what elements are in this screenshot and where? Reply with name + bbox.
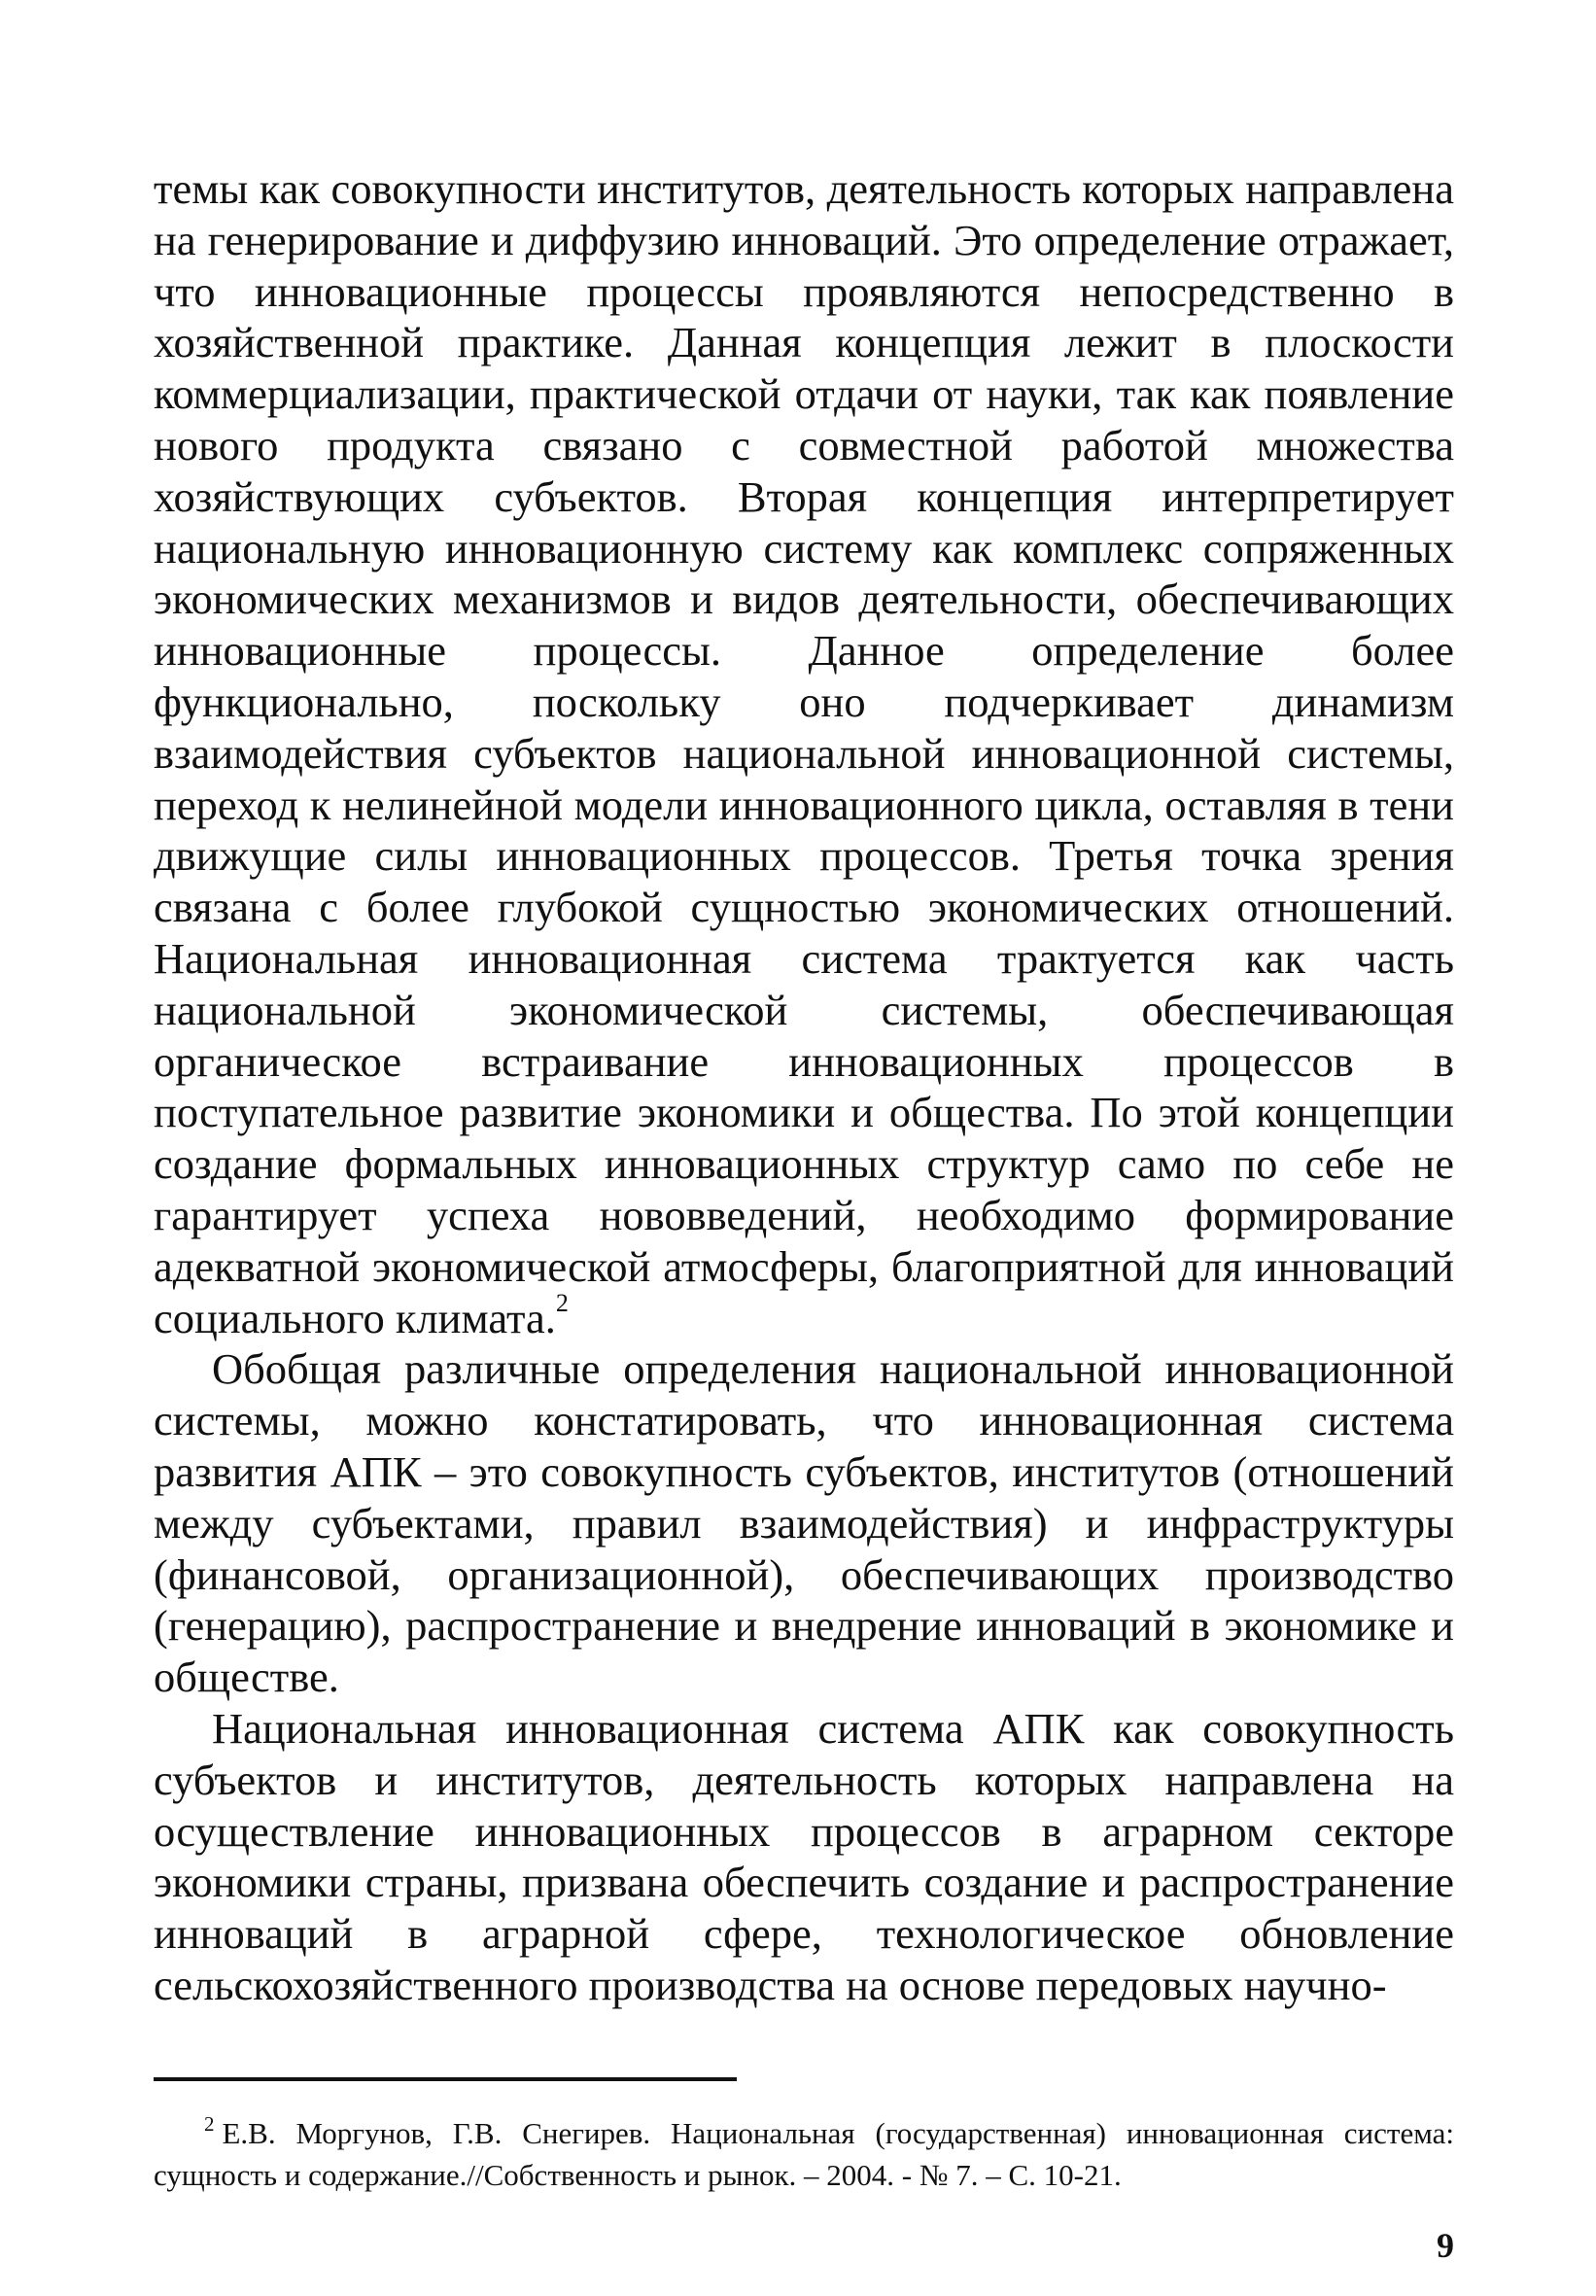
footnote-reference: 2 <box>555 1288 569 1317</box>
paragraph-3: Национальная инновационная система АПК как совокупность субъектов и институтов, деятельность которых направлена на осуществление инновационных процессов в аграрном секторе экономики страны, призвана обеспечить создание и распространение инноваций в аграрной сфере, технологическое обновление сельскохозяйственного производства на основе передовых научно- <box>154 1703 1454 2009</box>
main-text <box>154 163 1454 2011</box>
paragraph-1 <box>154 163 1454 1343</box>
footnote-divider <box>154 2077 737 2081</box>
page-number: 9 <box>1437 2226 1454 2265</box>
paragraph-2: Обобщая различные определения национальной инновационной системы, можно констатировать, что инновационная система развития АПК – это совокупность субъектов, институтов (отношений между субъектами, правил взаимодействия) и инфраструктуры (финансовой, организационной), обеспечивающих производство (генерацию), распространение и внедрение инноваций в экономике и обществе. <box>154 1344 1454 1702</box>
footnote <box>154 2114 1454 2195</box>
footnote-text: Е.В. Моргунов, Г.В. Снегирев. Национальная (государственная) инновационная система: сущность и содержание.//Собственность и рынок. – 2004. - № 7. – С. 10-21. <box>154 2116 1454 2192</box>
footnote-mark: 2 <box>204 2112 215 2136</box>
paragraph-1-text: темы как совокупности институтов, деятельность которых направлена на генерирование и диффузию инноваций. Это определение отражает, что инновационные процессы проявляются непосредственно в хозяйственной практике. Данная концепция лежит в плоскости коммерциализации, практической отдачи от науки, так как появление нового продукта связано с совместной работой множества хозяйствующих субъектов. Вторая концепция интерпретирует национальную инновационную систему как комплекс сопряженных экономических механизмов и видов деятельности, обеспечивающих инновационные процессы. Данное определение более функционально, поскольку оно подчеркивает динамизм взаимодействия субъектов национальной инновационной системы, переход к нелинейной модели инновационного цикла, оставляя в тени движущие силы инновационных процессов. Третья точка зрения связана с более глубокой сущностью экономических отношений. Национальная инновационная система трактуется как часть национальной экономической системы, обеспечивающая органическое встраивание инновационных процессов в поступательное развитие экономики и общества. По этой концепции создание формальных инновационных структур само по себе не гарантирует успеха нововведений, необходимо формирование адекватной экономической атмосферы, благоприятной для инноваций социального климата. <box>154 164 1454 1342</box>
footnote-paragraph <box>154 2114 1454 2195</box>
